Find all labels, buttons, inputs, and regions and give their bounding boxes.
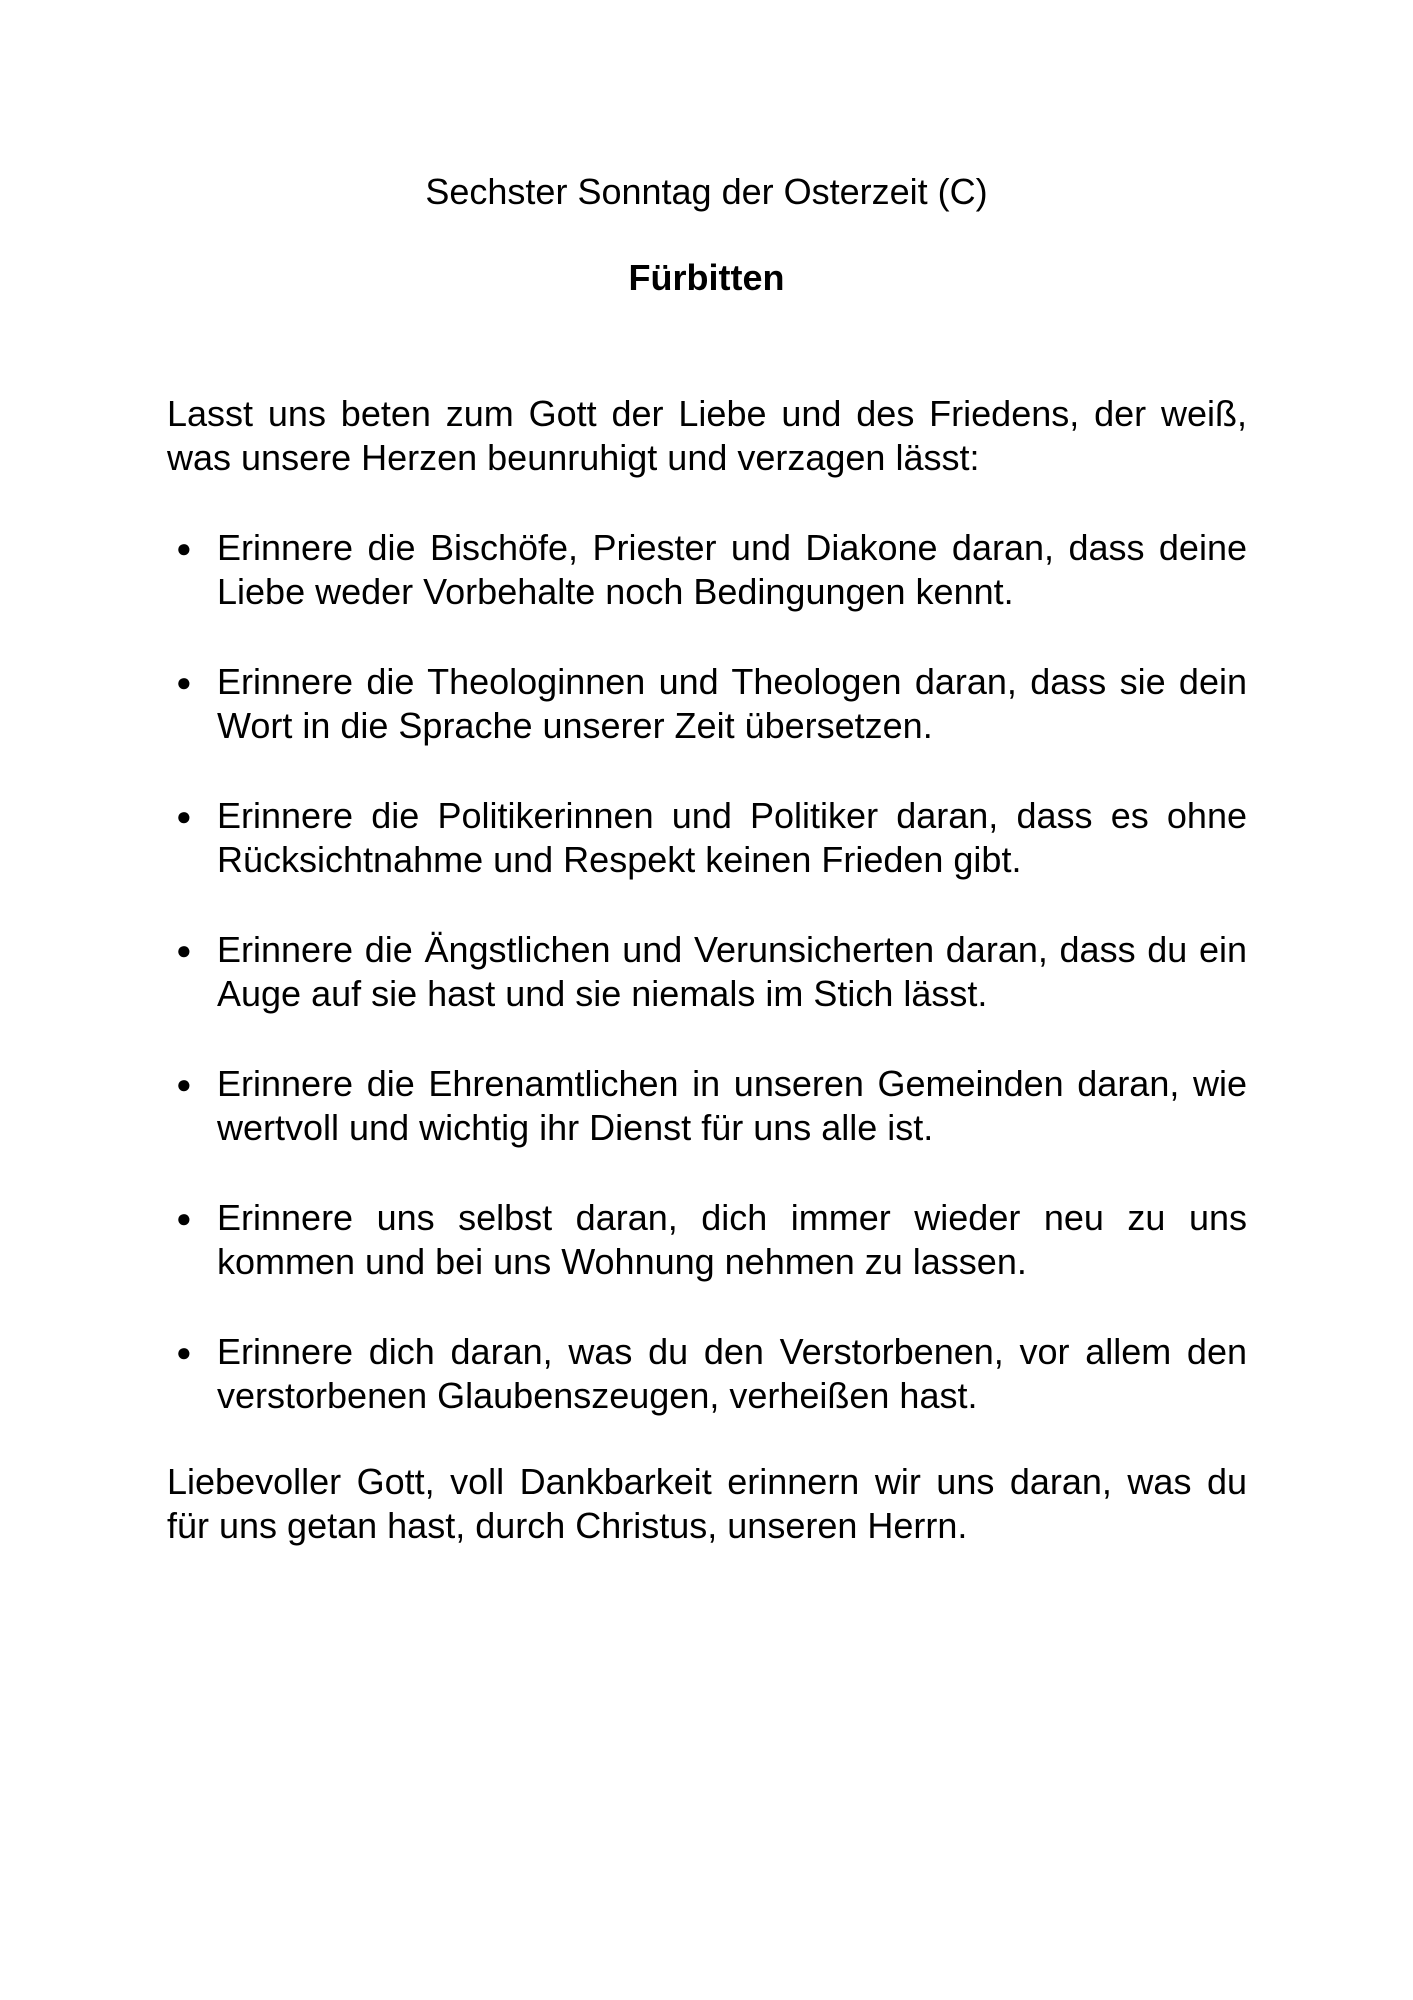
petition-list	[167, 526, 1247, 1464]
bullet-icon: ●	[176, 801, 192, 831]
petition-text: Erinnere dich daran, was du den Verstorbenen, vor allem den verstorbenen Glaubenszeugen, verheißen hast.	[217, 1331, 1247, 1416]
intro-paragraph: Lasst uns beten zum Gott der Liebe und des Friedens, der weiß, was unsere Herzen beunruhigt und verzagen lässt:	[167, 393, 1247, 478]
petition-item	[167, 660, 1247, 748]
petition-item	[167, 1196, 1247, 1284]
petition-item	[167, 1062, 1247, 1150]
document-subtitle: Sechster Sonntag der Osterzeit (C)	[425, 171, 988, 212]
bullet-icon: ●	[176, 1337, 192, 1367]
petition-item	[167, 928, 1247, 1016]
bullet-icon: ●	[176, 667, 192, 697]
bullet-icon: ●	[176, 1203, 192, 1233]
closing-paragraph: Liebevoller Gott, voll Dankbarkeit erinnern wir uns daran, was du für uns getan hast, durch Christus, unseren Herrn.	[167, 1461, 1247, 1546]
petition-item	[167, 526, 1247, 614]
petition-text: Erinnere die Ängstlichen und Verunsicherten daran, dass du ein Auge auf sie hast und sie niemals im Stich lässt.	[217, 929, 1247, 1014]
bullet-icon: ●	[176, 935, 192, 965]
petition-text: Erinnere die Theologinnen und Theologen daran, dass sie dein Wort in die Sprache unserer Zeit übersetzen.	[217, 661, 1247, 746]
petition-text: Erinnere uns selbst daran, dich immer wieder neu zu uns kommen und bei uns Wohnung nehmen zu lassen.	[217, 1197, 1247, 1282]
petition-item	[167, 1330, 1247, 1418]
petition-text: Erinnere die Politikerinnen und Politiker daran, dass es ohne Rücksichtnahme und Respekt keinen Frieden gibt.	[217, 795, 1247, 880]
petition-item	[167, 794, 1247, 882]
petition-text: Erinnere die Bischöfe, Priester und Diakone daran, dass deine Liebe weder Vorbehalte noch Bedingungen kennt.	[217, 527, 1247, 612]
bullet-icon: ●	[176, 1069, 192, 1099]
petition-text: Erinnere die Ehrenamtlichen in unseren Gemeinden daran, wie wertvoll und wichtig ihr Dienst für uns alle ist.	[217, 1063, 1247, 1148]
document-title: Fürbitten	[628, 257, 785, 298]
bullet-icon: ●	[176, 533, 192, 563]
